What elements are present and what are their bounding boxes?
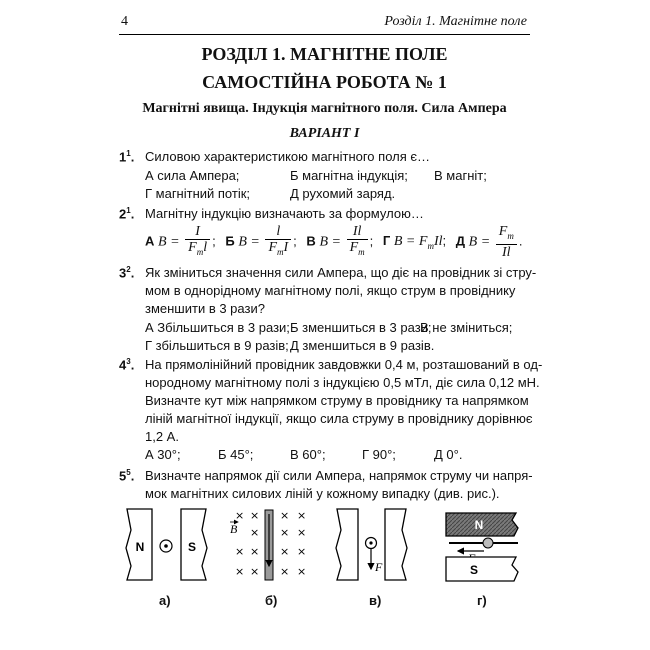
- svg-text:×: ×: [297, 526, 307, 539]
- figure-a: [126, 509, 207, 580]
- q4-line-5: 1,2 А.: [145, 429, 179, 444]
- q5-number: $5^5$.: [119, 468, 135, 484]
- q2-number: $2^1$.: [119, 206, 135, 222]
- svg-text:×: ×: [280, 509, 290, 522]
- fig-v-vector-f: F: [375, 560, 383, 574]
- section-title: РОЗДІЛ 1. МАГНІТНЕ ПОЛЕ: [201, 44, 448, 64]
- svg-text:×: ×: [280, 565, 290, 578]
- q3-line-1: Як зміниться значення сили Ампера, що діє на провідник зі стру-: [145, 265, 537, 280]
- q4-option-b: Б 45°;: [218, 447, 254, 462]
- q5-line-1: Визначте напрямок дії сили Ампера, напрямок струму чи напря-: [145, 468, 533, 483]
- svg-text:×: ×: [280, 545, 290, 558]
- q1-text: Силовою характеристикою магнітного поля є…: [145, 149, 431, 164]
- q3-option-d: Д зменшиться в 9 разів.: [290, 338, 435, 353]
- q3-option-g: Г збільшиться в 9 разів;: [145, 338, 289, 353]
- q1-option-b: Б магнітна індукція;: [290, 168, 408, 183]
- q2-option-v: В B = $\frac{Il}{F_m}$ ;: [306, 224, 374, 257]
- page-number: 4: [121, 14, 128, 29]
- svg-text:×: ×: [235, 565, 245, 578]
- q3-option-b: Б зменшиться в 3 рази;: [290, 320, 432, 335]
- q3-line-2: мом в однорідному магнітному полі, якщо струм в провіднику: [145, 283, 516, 298]
- q1-option-a: А сила Ампера;: [145, 168, 240, 183]
- svg-text:×: ×: [297, 565, 307, 578]
- fig-b-vector-b: B: [230, 522, 238, 536]
- fig-label-g: г): [477, 593, 487, 608]
- q4-line-2: нородному магнітному полі з індукцією 0,5 мТл, діє сила 0,12 мН.: [145, 375, 540, 390]
- svg-text:×: ×: [297, 509, 307, 522]
- svg-text:×: ×: [235, 509, 245, 522]
- svg-text:×: ×: [297, 545, 307, 558]
- q4-number: $4^3$.: [119, 357, 135, 373]
- fig-g-pole-s: S: [469, 563, 479, 577]
- q4-option-v: В 60°;: [290, 447, 326, 462]
- figure-g: [446, 513, 518, 581]
- q1-number: $1^1$.: [119, 149, 135, 165]
- variant-title: ВАРІАНТ І: [289, 126, 360, 141]
- q5-line-2: мок магнітних силових ліній у кожному випадку (див. рис.).: [145, 486, 500, 501]
- q4-line-3: Визначте кут між напрямком струму в провіднику та напрямком: [145, 393, 529, 408]
- fig-label-v: в): [369, 593, 382, 608]
- q2-option-a: А B = $\frac{I}{F_ml}$ ;: [145, 224, 216, 257]
- q3-option-a: А Збільшиться в 3 рази;: [145, 320, 290, 335]
- q3-option-v: В не зміниться;: [420, 320, 513, 335]
- q3-line-3: зменшити в 3 рази?: [145, 301, 265, 316]
- svg-text:×: ×: [250, 509, 260, 522]
- fig-a-pole-n: N: [135, 540, 145, 554]
- work-title: САМОСТІЙНА РОБОТА № 1: [202, 72, 447, 92]
- svg-text:×: ×: [250, 526, 260, 539]
- q2-option-d: Д B = $\frac{F_m}{Il}$ .: [455, 224, 523, 260]
- svg-text:×: ×: [280, 526, 290, 539]
- svg-text:×: ×: [250, 545, 260, 558]
- q1-option-v: В магніт;: [434, 168, 487, 183]
- fig-g-pole-n: N: [474, 518, 484, 532]
- q4-option-d: Д 0°.: [434, 447, 463, 462]
- svg-text:×: ×: [250, 565, 260, 578]
- q2-option-g: Г $B = F_mIl$;: [382, 233, 447, 252]
- fig-g-conductor: [483, 538, 493, 548]
- q1-option-d: Д рухомий заряд.: [290, 186, 396, 201]
- running-header: Розділ 1. Магнітне поле: [384, 14, 527, 29]
- svg-text:×: ×: [235, 545, 245, 558]
- q1-option-g: Г магнітний потік;: [145, 186, 251, 201]
- fig-label-b: б): [265, 593, 278, 608]
- figure-b: [230, 509, 306, 580]
- figure-v: [336, 509, 407, 580]
- q4-option-a: А 30°;: [145, 447, 181, 462]
- fig-label-a: а): [159, 593, 171, 608]
- fig-a-pole-s: S: [187, 540, 197, 554]
- q2-option-b: Б B = $\frac{l}{F_mI}$ ;: [225, 224, 297, 257]
- q4-line-4: ліній магнітної індукції, якщо сила струму в провіднику дорівнює: [145, 411, 533, 426]
- topic-title: Магнітні явища. Індукція магнітного поля. Сила Ампера: [142, 101, 507, 116]
- q4-line-1: На прямолінійний провідник завдовжки 0,4 м, розташований в од-: [145, 357, 543, 372]
- q2-text: Магнітну індукцію визначають за формулою…: [145, 206, 424, 221]
- q4-option-g: Г 90°;: [362, 447, 396, 462]
- q3-number: $3^2$.: [119, 265, 135, 281]
